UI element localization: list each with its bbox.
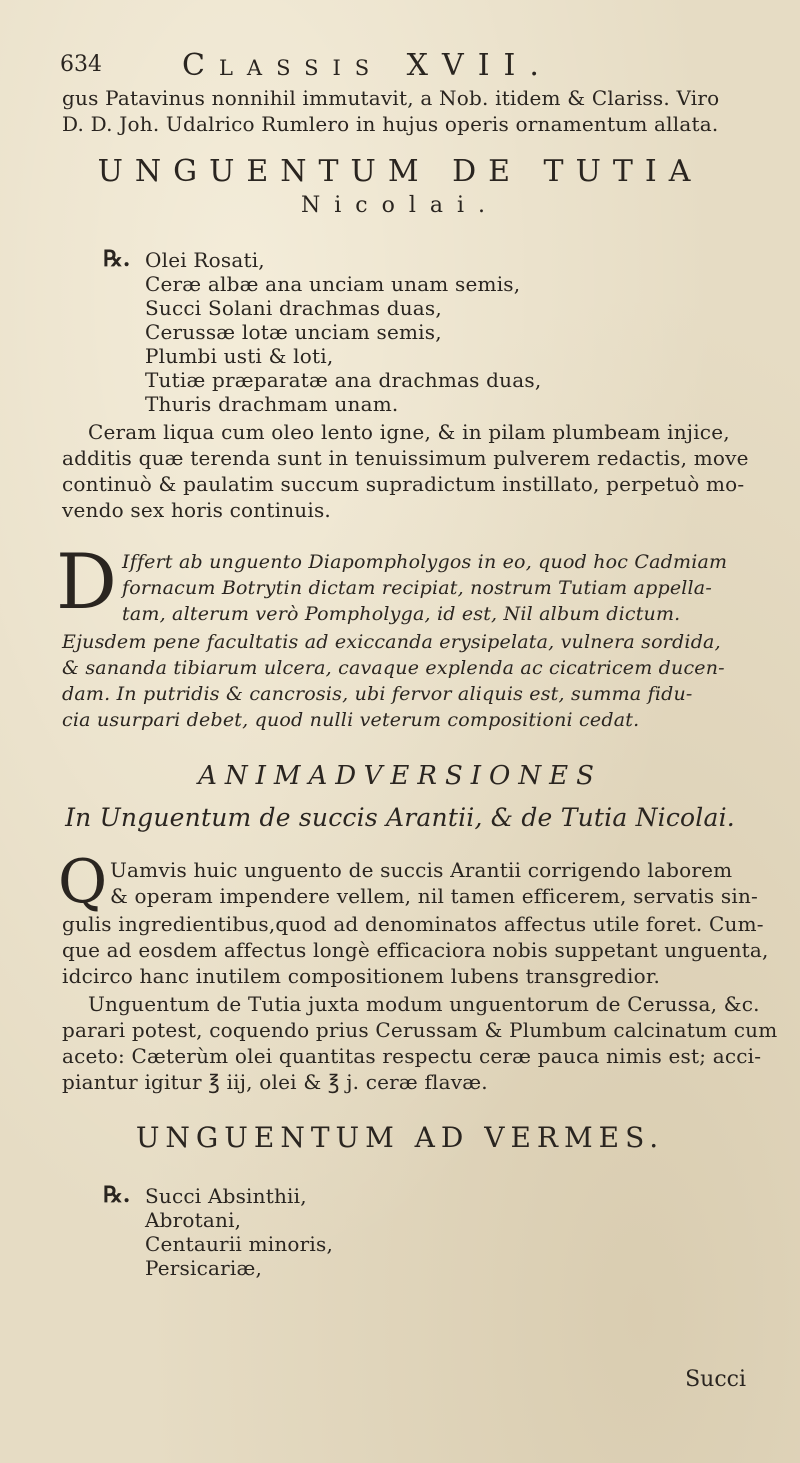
ingredient: Persicariæ, (145, 1256, 263, 1280)
page-number: 634 (60, 52, 102, 77)
paragraph-line: cia usurpari debet, quod nulli veterum compositioni cedat. (62, 709, 640, 731)
paragraph-line: & sananda tibiarum ulcera, cavaque explenda ac cicatricem ducen- (62, 657, 725, 679)
paragraph-line: piantur igitur ℥ iij, olei & ℥ j. ceræ flavæ. (62, 1070, 488, 1094)
ingredient: Succi Absinthii, (145, 1184, 307, 1208)
paragraph-line: tam, alterum verò Pompholyga, id est, Nil album dictum. (122, 603, 681, 625)
paragraph-line: idcirco hanc inutilem compositionem lubens transgredior. (62, 964, 661, 988)
ingredient: Olei Rosati, (145, 248, 265, 272)
method-line: vendo sex horis continuis. (62, 498, 331, 522)
paragraph-line: Unguentum de Tutia juxta modum unguentorum de Cerussa, &c. (88, 992, 760, 1016)
paragraph-line: aceto: Cæterùm olei quantitas respectu ceræ pauca nimis est; acci- (62, 1044, 762, 1068)
paragraph-line: que ad eosdem affectus longè efficaciora nobis suppetant unguenta, (62, 938, 769, 962)
catchword: Succi (685, 1367, 746, 1392)
ingredient: Succi Solani drachmas duas, (145, 296, 442, 320)
rx-symbol: ℞. (103, 1182, 131, 1208)
ingredient: Cerussæ lotæ unciam semis, (145, 320, 442, 344)
paragraph-line: dam. In putridis & cancrosis, ubi fervor aliquis est, summa fidu- (62, 683, 693, 705)
ingredient: Thuris drachmam unam. (145, 392, 399, 416)
drop-cap: D (56, 537, 117, 626)
rx-symbol: ℞. (103, 246, 131, 272)
ingredient: Centaurii minoris, (145, 1232, 334, 1256)
ingredient: Abrotani, (145, 1208, 242, 1232)
paragraph-line: parari potest, coquendo prius Cerussam & Plumbum calcinatum cum (62, 1018, 778, 1042)
animadversiones-title: ANIMADVERSIONES (198, 761, 602, 791)
recipe1-subtitle: Nicolai. (300, 193, 500, 218)
paragraph-line: gulis ingredientibus,quod ad denominatos affectus utile foret. Cum- (62, 912, 764, 936)
ingredient: Ceræ albæ ana unciam unam semis, (145, 272, 521, 296)
paragraph-line: fornacum Botrytin dictam recipiat, nostrum Tutiam appella- (122, 577, 712, 599)
paragraph-line: Uamvis huic unguento de succis Arantii corrigendo laborem (110, 858, 733, 882)
paragraph-line: Iffert ab unguento Diapompholygos in eo, quod hoc Cadmiam (122, 551, 728, 573)
animadversiones-subtitle: In Unguentum de succis Arantii, & de Tutia Nicolai. (65, 803, 735, 832)
method-line: additis quæ terenda sunt in tenuissimum pulverem redactis, move (62, 446, 749, 470)
intro-line: D. D. Joh. Udalrico Rumlero in hujus operis ornamentum allata. (62, 112, 719, 136)
paragraph-line: Ejusdem pene facultatis ad exiccanda erysipelata, vulnera sordida, (62, 631, 721, 653)
running-title: Classis XVII. (182, 48, 553, 83)
ingredient: Tutiæ præparatæ ana drachmas duas, (145, 368, 542, 392)
recipe2-title: UNGUENTUM AD VERMES. (135, 1121, 665, 1154)
intro-line: gus Patavinus nonnihil immutavit, a Nob. itidem & Clariss. Viro (62, 86, 720, 110)
method-line: continuò & paulatim succum supradictum instillato, perpetuò mo- (62, 472, 745, 496)
drop-cap: Q (58, 847, 108, 917)
paragraph-line: & operam impendere vellem, nil tamen efficerem, servatis sin- (110, 884, 758, 908)
ingredient: Plumbi usti & loti, (145, 344, 334, 368)
recipe1-title: UNGUENTUM DE TUTIA (97, 154, 703, 189)
method-line: Ceram liqua cum oleo lento igne, & in pilam plumbeam injice, (88, 420, 730, 444)
